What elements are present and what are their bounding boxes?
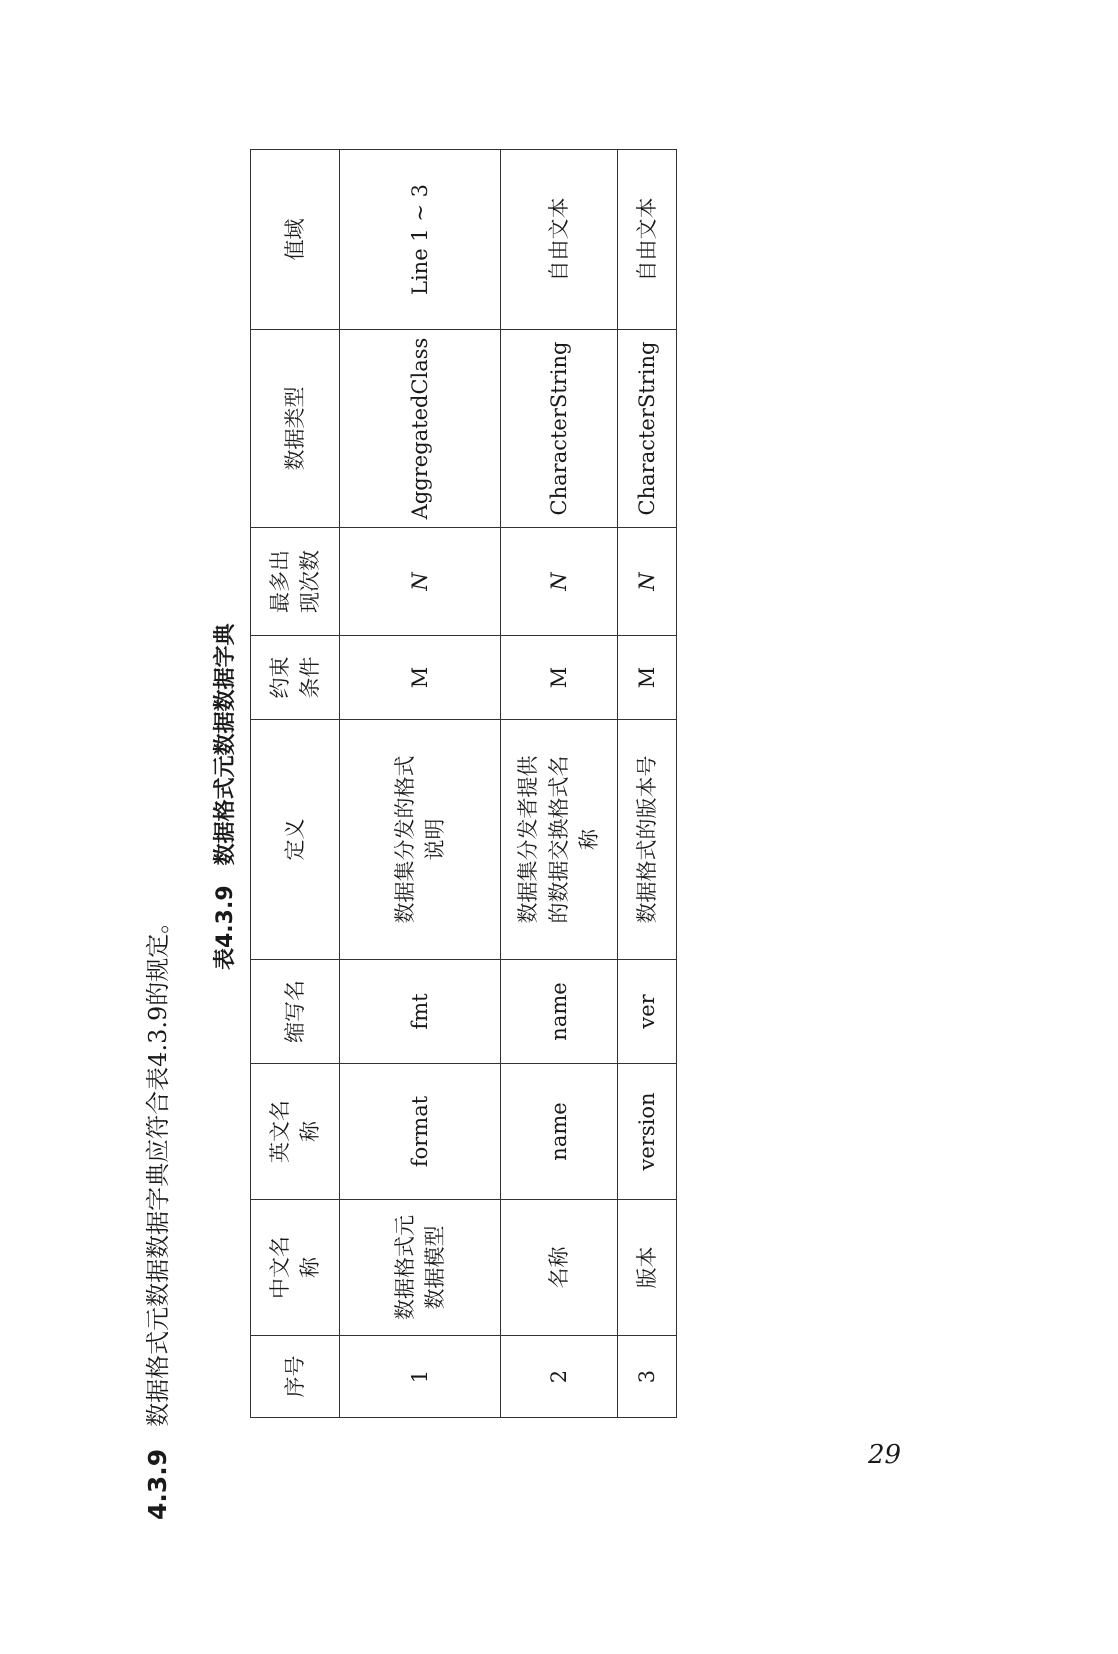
cell-data-type: AggregatedClass <box>340 330 501 528</box>
cell-abbr: ver <box>618 960 677 1064</box>
cell-seq: 1 <box>340 1336 501 1418</box>
table-row <box>340 150 501 1418</box>
cell-domain: 自由文本 <box>501 150 618 330</box>
header-definition: 定义 <box>251 720 340 960</box>
cell-cn-name: 名称 <box>501 1200 618 1336</box>
header-domain: 值域 <box>251 150 340 330</box>
cell-definition: 数据集分发者提供的数据交换格式名称 <box>501 720 618 960</box>
table-caption <box>208 623 239 970</box>
cell-max-occurs: N <box>501 528 618 636</box>
cell-domain: Line 1 ~ 3 <box>340 150 501 330</box>
cell-definition: 数据格式的版本号 <box>618 720 677 960</box>
data-dictionary-table <box>250 149 677 1418</box>
header-cn-name: 中文名称 <box>251 1200 340 1336</box>
cell-en-name: format <box>340 1064 501 1200</box>
header-data-type: 数据类型 <box>251 330 340 528</box>
cell-seq: 3 <box>618 1336 677 1418</box>
cell-domain: 自由文本 <box>618 150 677 330</box>
rotated-page-content <box>120 160 740 1520</box>
cell-constraint: M <box>340 636 501 720</box>
clause-text: 数据格式元数据数据字典应符合表4.3.9的规定。 <box>144 909 172 1427</box>
cell-data-type: CharacterString <box>501 330 618 528</box>
table-header-row <box>251 150 340 1418</box>
table-row <box>618 150 677 1418</box>
page-number: 29 <box>868 1440 902 1470</box>
header-abbr: 缩写名 <box>251 960 340 1064</box>
cell-seq: 2 <box>501 1336 618 1418</box>
table-caption-title: 数据格式元数据数据字典 <box>213 623 238 866</box>
cell-constraint: M <box>501 636 618 720</box>
cell-abbr: name <box>501 960 618 1064</box>
clause-number: 4.3.9 <box>143 1448 172 1520</box>
cell-cn-name: 数据格式元数据模型 <box>340 1200 501 1336</box>
cell-cn-name: 版本 <box>618 1200 677 1336</box>
cell-abbr: fmt <box>340 960 501 1064</box>
cell-data-type: CharacterString <box>618 330 677 528</box>
cell-max-occurs: N <box>618 528 677 636</box>
cell-max-occurs: N <box>340 528 501 636</box>
cell-definition: 数据集分发的格式说明 <box>340 720 501 960</box>
cell-constraint: M <box>618 636 677 720</box>
cell-en-name: version <box>618 1064 677 1200</box>
header-en-name: 英文名称 <box>251 1064 340 1200</box>
header-seq: 序号 <box>251 1336 340 1418</box>
table-caption-number: 表4.3.9 <box>213 885 238 970</box>
cell-en-name: name <box>501 1064 618 1200</box>
table-row <box>501 150 618 1418</box>
header-max-occurs: 最多出现次数 <box>251 528 340 636</box>
header-constraint: 约束条件 <box>251 636 340 720</box>
clause-paragraph <box>138 910 173 1520</box>
